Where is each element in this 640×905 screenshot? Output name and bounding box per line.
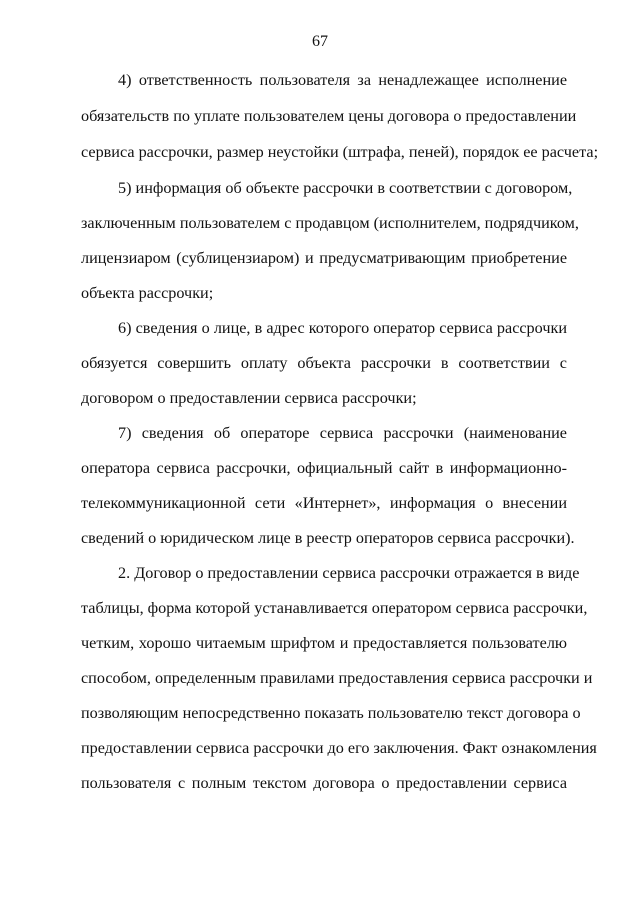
text-line: 7) сведения об операторе сервиса рассрочки (наименование	[118, 424, 567, 442]
text-line: предоставлении сервиса рассрочки до его заключения. Факт ознакомления	[81, 739, 597, 757]
text-line: сервиса рассрочки, размер неустойки (штрафа, пеней), порядок ее расчета;	[81, 143, 599, 161]
text-line: 5) информация об объекте рассрочки в соответствии с договором,	[118, 179, 573, 197]
text-line: обязательств по уплате пользователем цены договора о предоставлении	[81, 107, 577, 125]
text-line: 4) ответственность пользователя за ненадлежащее исполнение	[118, 71, 567, 89]
text-line: оператора сервиса рассрочки, официальный сайт в информационно-	[81, 459, 567, 477]
text-line: позволяющим непосредственно показать пользователю текст договора о	[81, 704, 581, 722]
text-line: лицензиаром (сублицензиаром) и предусматривающим приобретение	[81, 249, 567, 267]
text-line: 6) сведения о лице, в адрес которого оператор сервиса рассрочки	[118, 319, 567, 337]
text-line: обязуется совершить оплату объекта рассрочки в соответствии с	[81, 354, 567, 372]
text-line: заключенным пользователем с продавцом (исполнителем, подрядчиком,	[81, 214, 579, 232]
text-line: 2. Договор о предоставлении сервиса рассрочки отражается в виде	[118, 564, 580, 582]
text-line: таблицы, форма которой устанавливается оператором сервиса рассрочки,	[81, 599, 588, 617]
text-line: сведений о юридическом лице в реестр операторов сервиса рассрочки).	[81, 529, 575, 547]
text-line: способом, определенным правилами предоставления сервиса рассрочки и	[81, 669, 593, 687]
text-line: объекта рассрочки;	[81, 284, 214, 302]
text-line: пользователя с полным текстом договора о предоставлении сервиса	[81, 774, 567, 792]
text-line: договором о предоставлении сервиса рассрочки;	[81, 389, 417, 407]
text-line: четким, хорошо читаемым шрифтом и предоставляется пользователю	[81, 634, 567, 652]
text-line: телекоммуникационной сети «Интернет», информация о внесении	[81, 494, 567, 512]
page-number: 67	[312, 33, 328, 50]
